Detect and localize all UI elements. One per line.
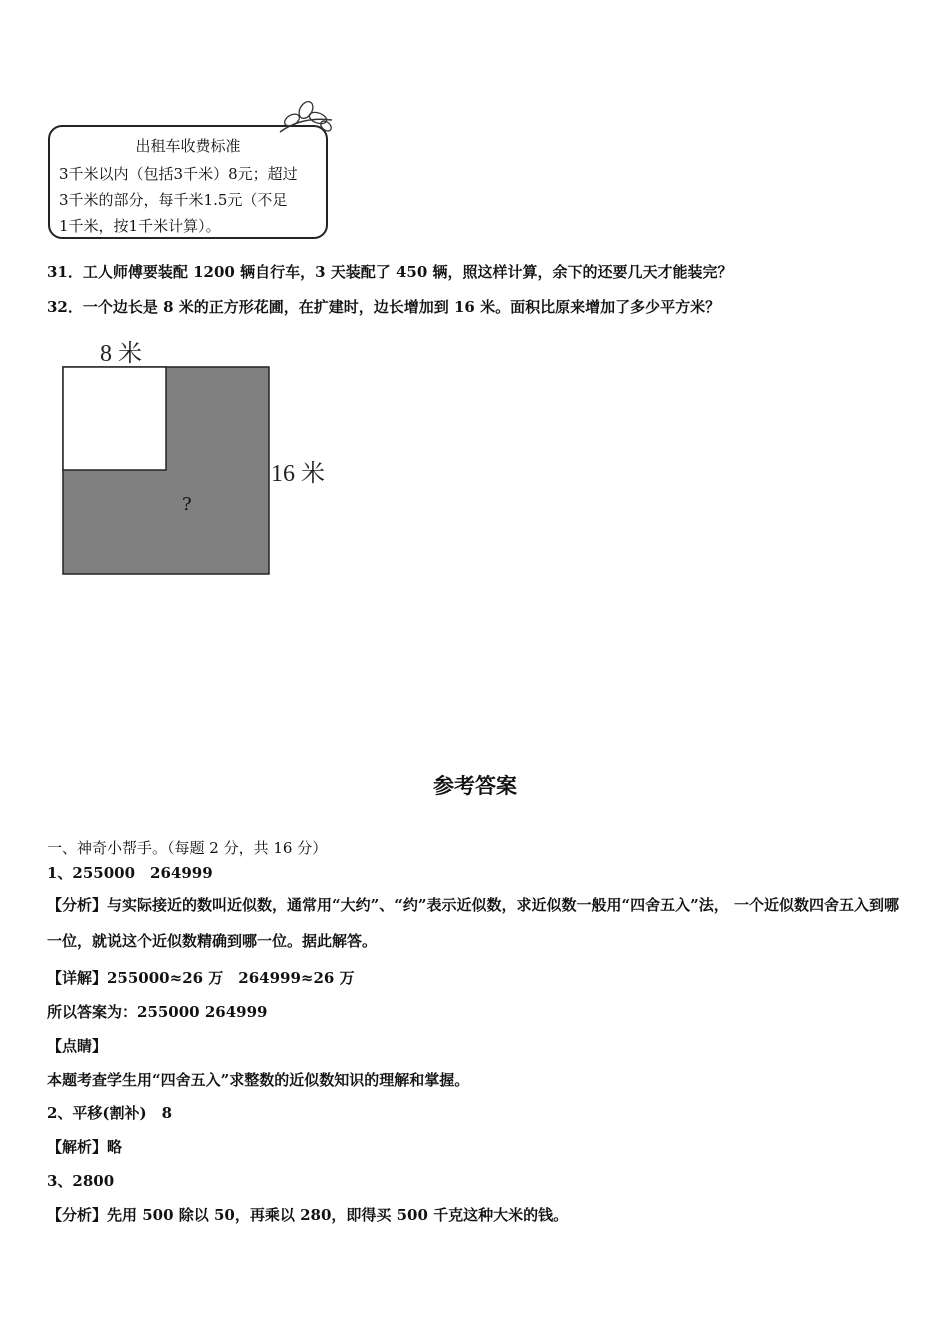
answers-section-1: 一、神奇小帮手。（每题 2 分，共 16 分） [47, 839, 328, 857]
taxi-fare-line-1: 3千米以内（包括3千米）8元；超过 [59, 165, 298, 183]
answer-3: 3、2800 [47, 1172, 115, 1190]
taxi-fare-title: 出租车收费标准 [135, 137, 241, 155]
answers-title: 参考答案 [433, 774, 517, 798]
taxi-fare-line-2: 3千米的部分，每千米1.5元（不足 [59, 191, 288, 209]
figure-unknown-label: ? [182, 494, 192, 515]
question-32: 32．一个边长是 8 米的正方形花圃，在扩建时，边长增加到 16 米。面积比原来增加了多少平方米？ [47, 298, 721, 316]
figure-side-label: 16 米 [271, 461, 325, 487]
answer-1-result: 所以答案为：255000 264999 [47, 1003, 268, 1021]
leaf-decoration-icon [272, 98, 336, 138]
figure-top-label: 8 米 [100, 341, 142, 367]
answer-1-detail: 【详解】255000≈26 万 264999≈26 万 [47, 969, 355, 987]
answer-1-analysis: 【分析】与实际接近的数叫近似数，通常用“大约”、“约”表示近似数，求近似数一般用“四舍五入”法， 一个近似数四舍五入到哪一位，就说这个近似数精确到哪一位。据此解答。 [47, 896, 899, 950]
question-31: 31．工人师傅要装配 1200 辆自行车，3 天装配了 450 辆，照这样计算，余下的还要几天才能装完？ [47, 263, 733, 281]
answer-1-tip: 本题考查学生用“四舍五入”求整数的近似数知识的理解和掌握。 [47, 1071, 470, 1089]
square-garden-figure [62, 366, 272, 578]
answer-2-analysis: 【解析】略 [47, 1138, 123, 1156]
answer-3-analysis: 【分析】先用 500 除以 50，再乘以 280，即得买 500 千克这种大米的钱。 [47, 1206, 569, 1224]
answer-1: 1、255000 264999 [47, 864, 213, 882]
taxi-fare-card [48, 125, 328, 239]
taxi-fare-line-3: 1千米，按1千米计算）。 [59, 217, 221, 235]
answer-1-tip-label: 【点睛】 [47, 1037, 108, 1055]
answer-2: 2、平移(割补) 8 [47, 1104, 173, 1122]
original-square [63, 367, 166, 470]
